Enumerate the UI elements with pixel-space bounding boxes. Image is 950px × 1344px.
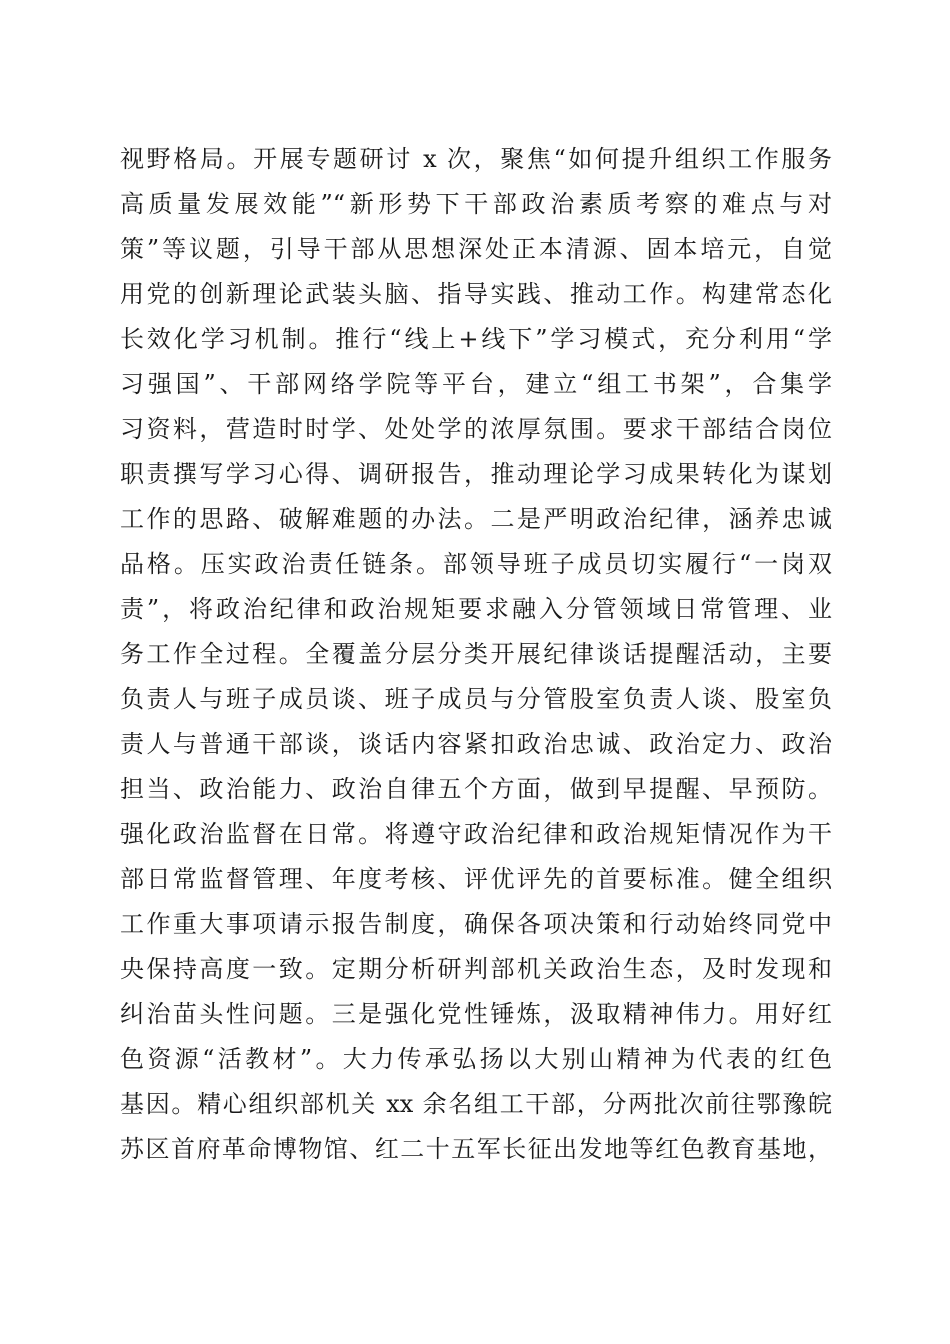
text-line: 部日常监督管理、年度考核、评优评先的首要标准。健全组织	[120, 865, 832, 893]
text-line: 品格。压实政治责任链条。部领导班子成员切实履行“一岗双	[120, 550, 832, 578]
text-line: 纠治苗头性问题。三是强化党性锤炼，汲取精神伟力。用好红	[120, 1000, 832, 1028]
text-line: 央保持高度一致。定期分析研判部机关政治生态，及时发现和	[120, 955, 832, 983]
text-line: 基因。精心组织部机关 xx 余名组工干部，分两批次前往鄂豫皖	[120, 1090, 832, 1118]
text-line: 策”等议题，引导干部从思想深处正本清源、固本培元，自觉	[120, 235, 832, 263]
text-line: 工作重大事项请示报告制度，确保各项决策和行动始终同党中	[120, 910, 832, 938]
text-line: 工作的思路、破解难题的办法。二是严明政治纪律，涵养忠诚	[120, 505, 832, 533]
text-line: 负责人与班子成员谈、班子成员与分管股室负责人谈、股室负	[120, 685, 832, 713]
text-line: 用党的创新理论武装头脑、指导实践、推动工作。构建常态化	[120, 280, 832, 308]
text-line: 视野格局。开展专题研讨 x 次，聚焦“如何提升组织工作服务	[120, 145, 832, 173]
text-line: 责人与普通干部谈，谈话内容紧扣政治忠诚、政治定力、政治	[120, 730, 832, 758]
text-line: 责”，将政治纪律和政治规矩要求融入分管领域日常管理、业	[120, 595, 832, 623]
text-line: 强化政治监督在日常。将遵守政治纪律和政治规矩情况作为干	[120, 820, 832, 848]
text-line: 色资源“活教材”。大力传承弘扬以大别山精神为代表的红色	[120, 1045, 832, 1073]
text-line: 职责撰写学习心得、调研报告，推动理论学习成果转化为谋划	[120, 460, 832, 488]
text-line: 习资料，营造时时学、处处学的浓厚氛围。要求干部结合岗位	[120, 415, 832, 443]
text-line: 长效化学习机制。推行“线上+线下”学习模式，充分利用“学	[120, 325, 832, 353]
text-line: 高质量发展效能”“新形势下干部政治素质考察的难点与对	[120, 190, 832, 218]
text-line: 务工作全过程。全覆盖分层分类开展纪律谈话提醒活动，主要	[120, 640, 832, 668]
text-line: 担当、政治能力、政治自律五个方面，做到早提醒、早预防。	[120, 775, 832, 803]
text-line: 习强国”、干部网络学院等平台，建立“组工书架”，合集学	[120, 370, 832, 398]
text-line: 苏区首府革命博物馆、红二十五军长征出发地等红色教育基地，	[120, 1135, 832, 1163]
body-text	[120, 137, 832, 1172]
